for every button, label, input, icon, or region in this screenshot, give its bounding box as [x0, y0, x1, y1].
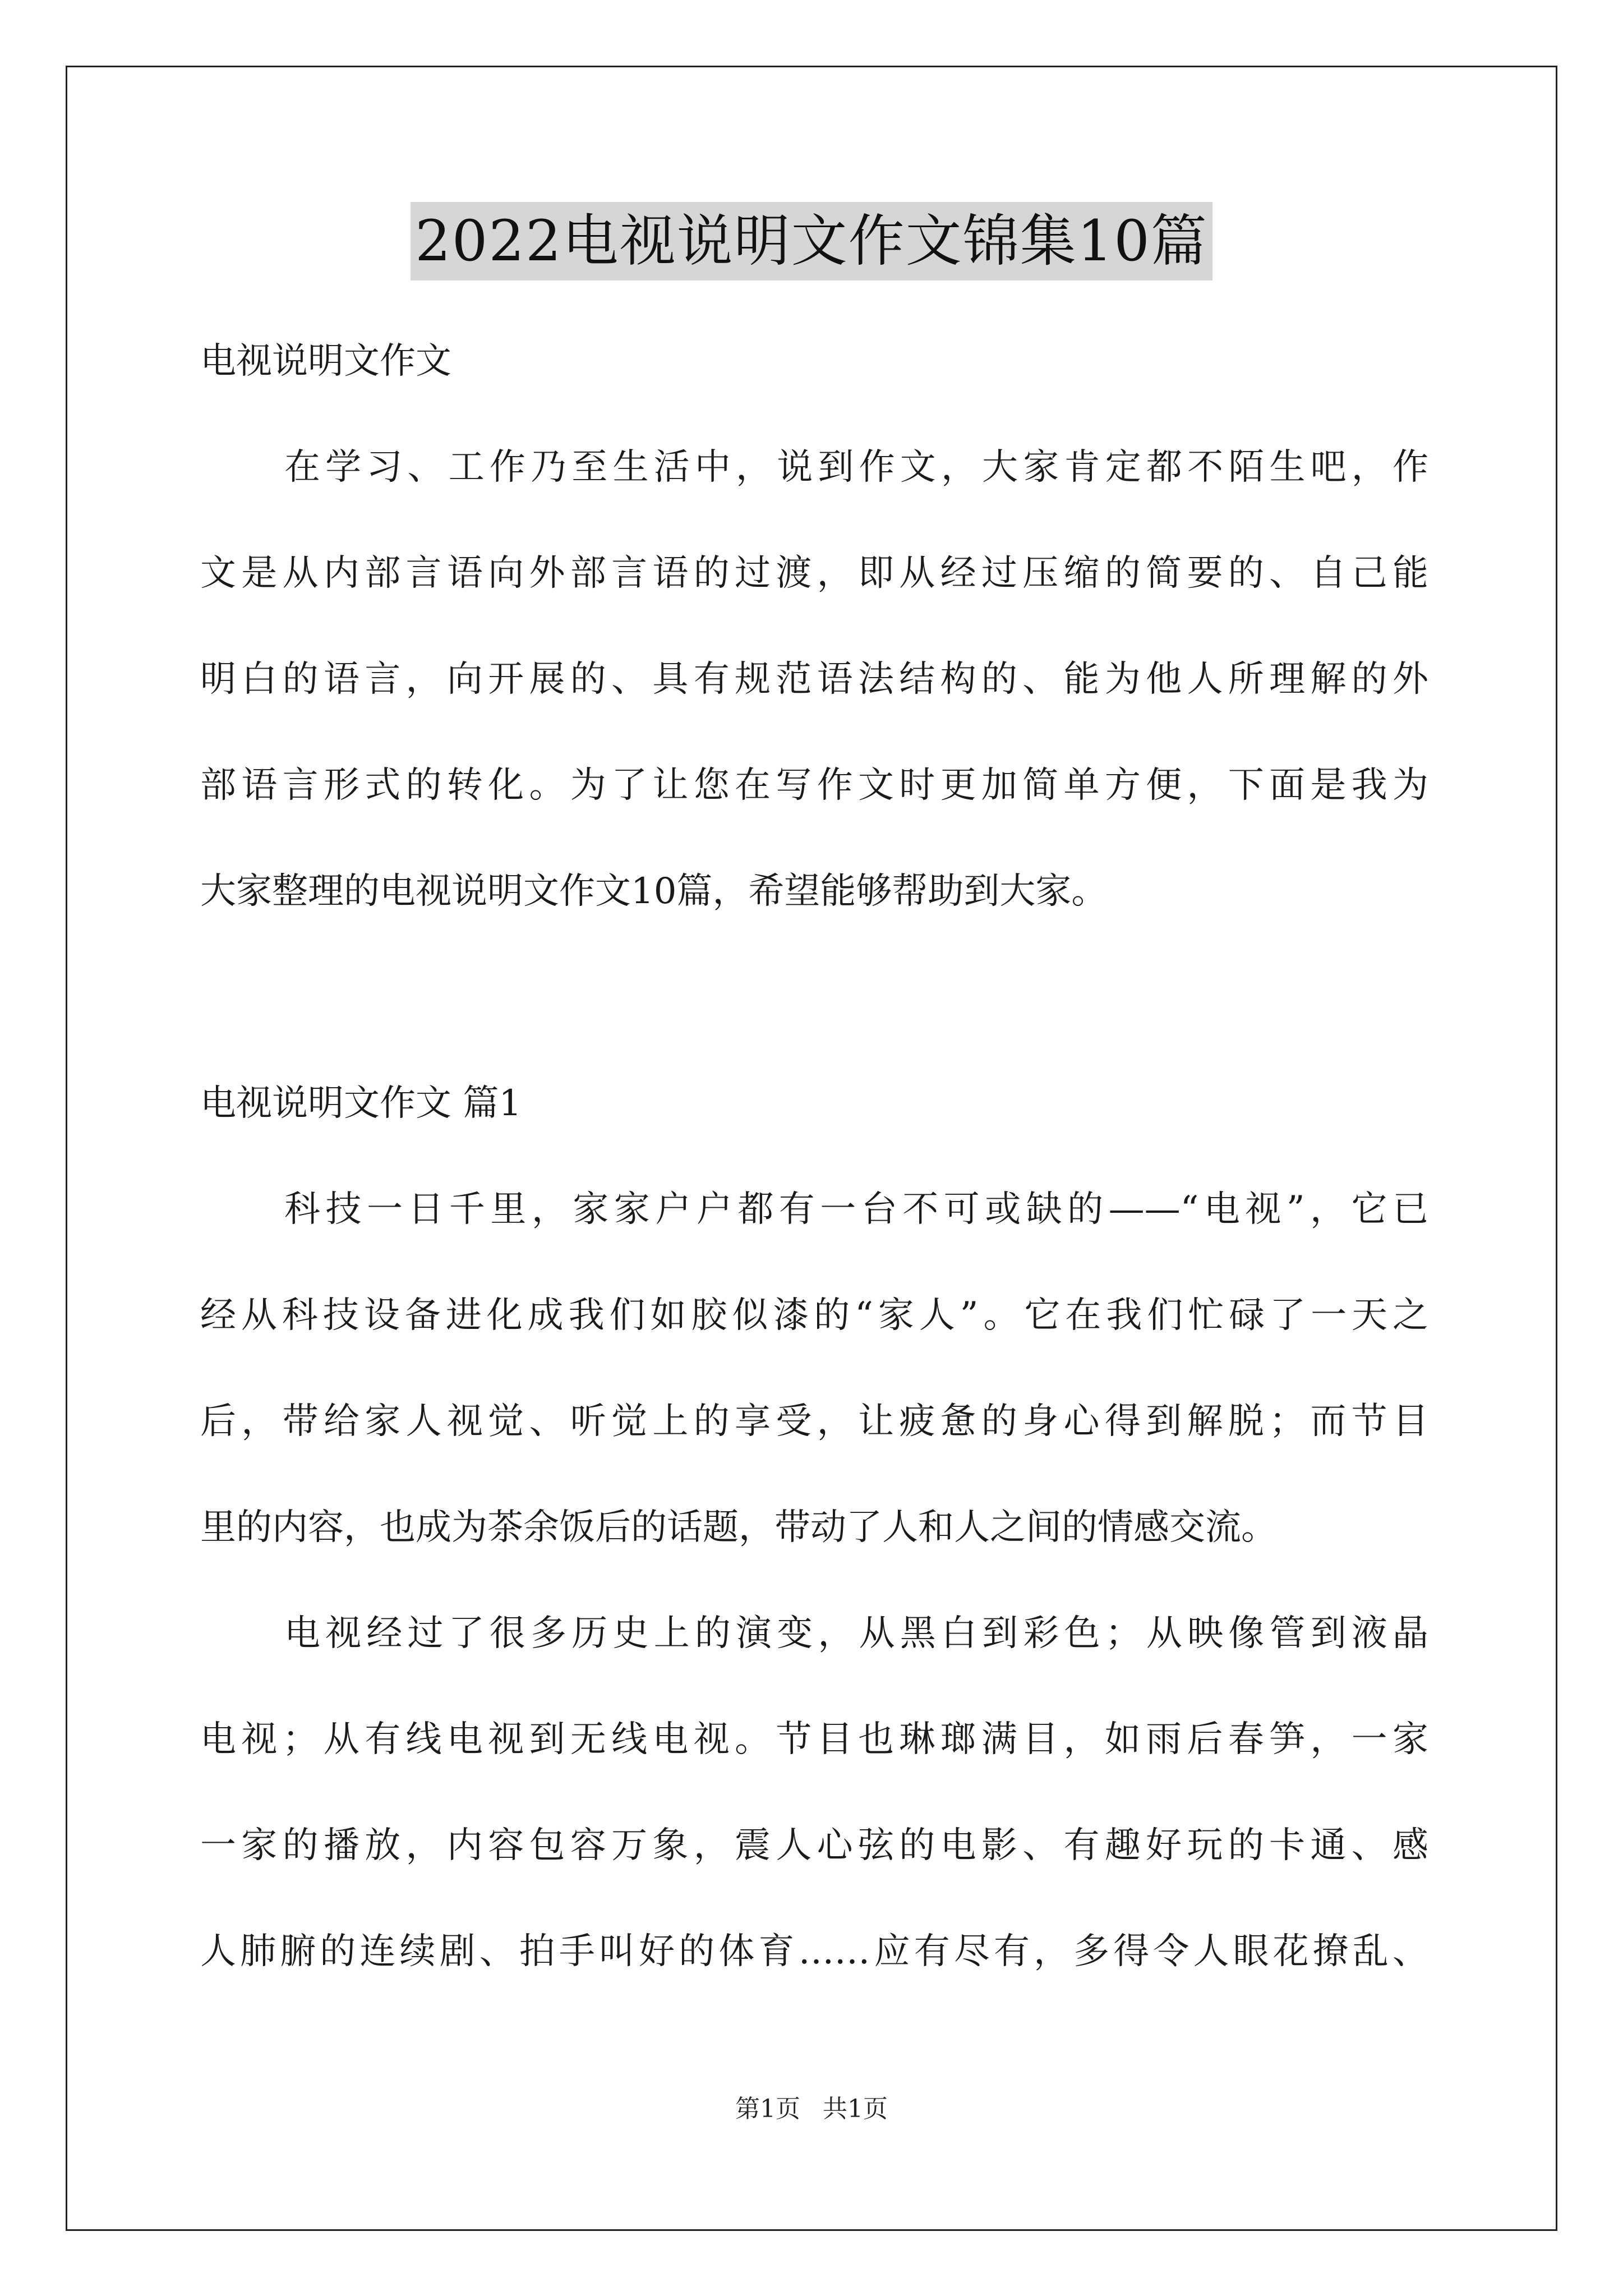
section-heading: 电视说明文作文 篇1: [200, 1083, 522, 1124]
document-title: 2022电视说明文作文锦集10篇: [411, 202, 1212, 280]
paragraph-line: 明白的语言，向开展的、具有规范语法结构的、能为他人所理解的外: [200, 659, 1428, 700]
paragraph-line: 经从科技设备进化成我们如胶似漆的“家人”。它在我们忙碌了一天之: [200, 1295, 1428, 1336]
paragraph-line: 在学习、工作乃至生活中，说到作文，大家肯定都不陌生吧，作: [284, 447, 1428, 488]
blank-line: [200, 945, 1428, 1051]
paragraph-line: 科技一日千里，家家户户都有一台不可或缺的——“电视”，它已: [284, 1189, 1428, 1230]
document-body: [200, 309, 1428, 2005]
title-container: [0, 202, 1623, 280]
page-number: 第1页: [735, 2095, 800, 2123]
paragraph-line: 部语言形式的转化。为了让您在写作文时更加简单方便，下面是我为: [200, 765, 1428, 806]
paragraph-line: 一家的播放，内容包容万象，震人心弦的电影、有趣好玩的卡通、感: [200, 1825, 1428, 1866]
section-heading: 电视说明文作文: [200, 341, 451, 382]
paragraph-line: 里的内容，也成为茶余饭后的话题，带动了人和人之间的情感交流。: [200, 1507, 1277, 1548]
page-footer: [0, 2092, 1623, 2126]
paragraph-line: 人肺腑的连续剧、拍手叫好的体育……应有尽有，多得令人眼花撩乱、: [200, 1931, 1428, 1972]
page-total: 共1页: [823, 2095, 888, 2123]
paragraph-line: 文是从内部言语向外部言语的过渡，即从经过压缩的简要的、自己能: [200, 553, 1428, 594]
paragraph-line: 大家整理的电视说明文作文10篇，希望能够帮助到大家。: [200, 871, 1108, 912]
paragraph-line: 后，带给家人视觉、听觉上的享受，让疲惫的身心得到解脱；而节目: [200, 1401, 1428, 1442]
paragraph-line: 电视经过了很多历史上的演变，从黑白到彩色；从映像管到液晶: [284, 1613, 1428, 1654]
paragraph-line: 电视；从有线电视到无线电视。节目也琳瑯满目，如雨后春笋，一家: [200, 1719, 1428, 1760]
